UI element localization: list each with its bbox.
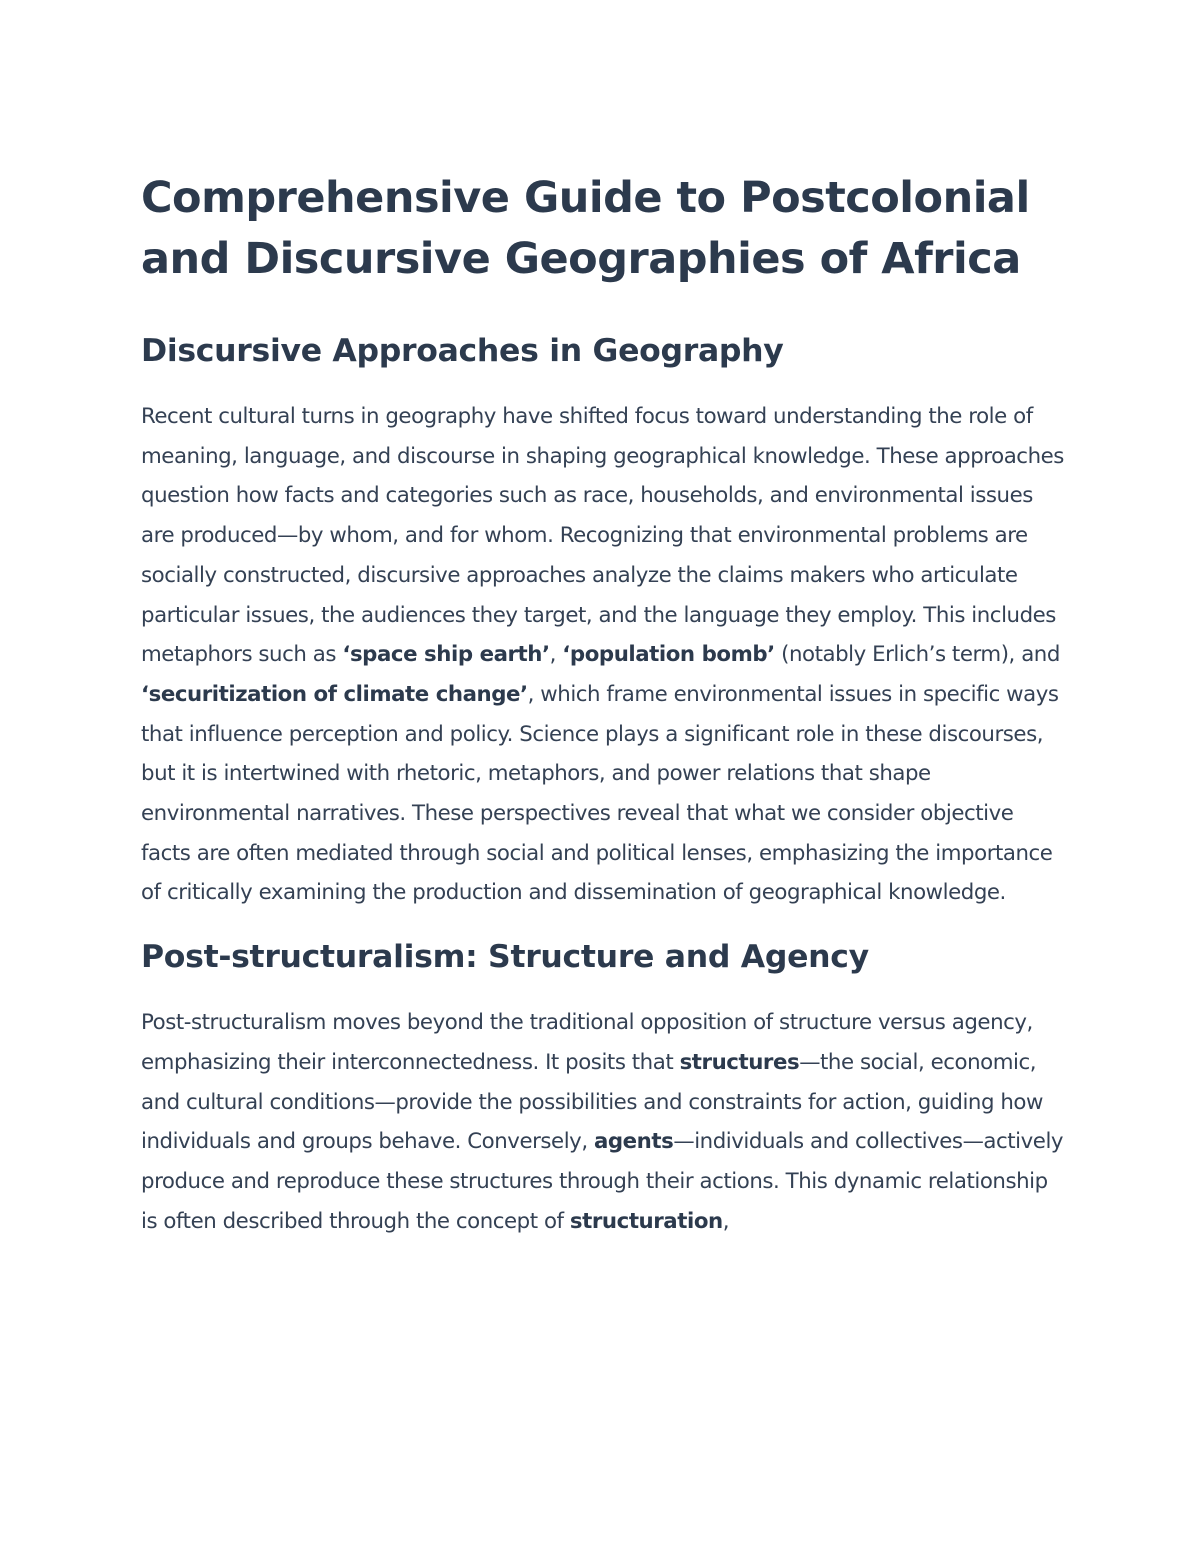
bold-term-population-bomb: ‘population bomb’ <box>562 642 775 668</box>
paragraph-text: Post-structuralism moves beyond the traditional opposition of structure versus agency, emphasizing their interconnectedness. It posits that <box>141 1010 1033 1075</box>
paragraph-text: , <box>549 642 563 668</box>
section-paragraph-discursive-approaches <box>141 397 1066 913</box>
paragraph-text: (notably Erlich’s term), and <box>774 642 1060 668</box>
section-paragraph-post-structuralism <box>141 1003 1066 1241</box>
bold-term-securitization: ‘securitization of climate change’ <box>141 681 528 707</box>
paragraph-text: , which frame environmental issues in specific ways that influence perception and policy. Science plays a significant role in these discourses, but it is intertwined with rhetoric, metaphors, and power relations that shape environmental narratives. These perspectives reveal that what we consider objective facts are often mediated through social and political lenses, emphasizing the importance of critically examining the production and dissemination of geographical knowledge. <box>141 681 1059 906</box>
bold-term-structuration: structuration <box>569 1208 723 1234</box>
bold-term-agents: agents <box>593 1129 674 1155</box>
paragraph-text: —the social, economic, and cultural conditions—provide the possibilities and constraints for action, guiding how individuals and groups behave. Conversely, <box>141 1049 1043 1155</box>
document-title: Comprehensive Guide to Postcolonial and Discursive Geographies of Africa <box>141 173 1030 284</box>
paragraph-text: Recent cultural turns in geography have shifted focus toward understanding the role of meaning, language, and discourse in shaping geographical knowledge. These approaches question how facts and categories such as race, households, and environmental issues are produced—by whom, and for whom. Recognizing that environmental problems are socially constructed, discursive approaches analyze the claims makers who articulate particular issues, the audiences they target, and the language they employ. This includes metaphors such as <box>141 404 1064 668</box>
bold-term-structures: structures <box>679 1049 800 1075</box>
section-heading-post-structuralism: Post-structuralism: Structure and Agency <box>141 939 869 976</box>
bold-term-space-ship-earth: ‘space ship earth’ <box>342 642 550 668</box>
paragraph-text: , <box>722 1208 730 1234</box>
section-heading-discursive-approaches: Discursive Approaches in Geography <box>141 333 784 369</box>
paragraph-text: —individuals and collectives—actively produce and reproduce these structures through their actions. This dynamic relationship is often described through the concept of <box>141 1129 1064 1234</box>
document-page <box>141 168 1066 1241</box>
